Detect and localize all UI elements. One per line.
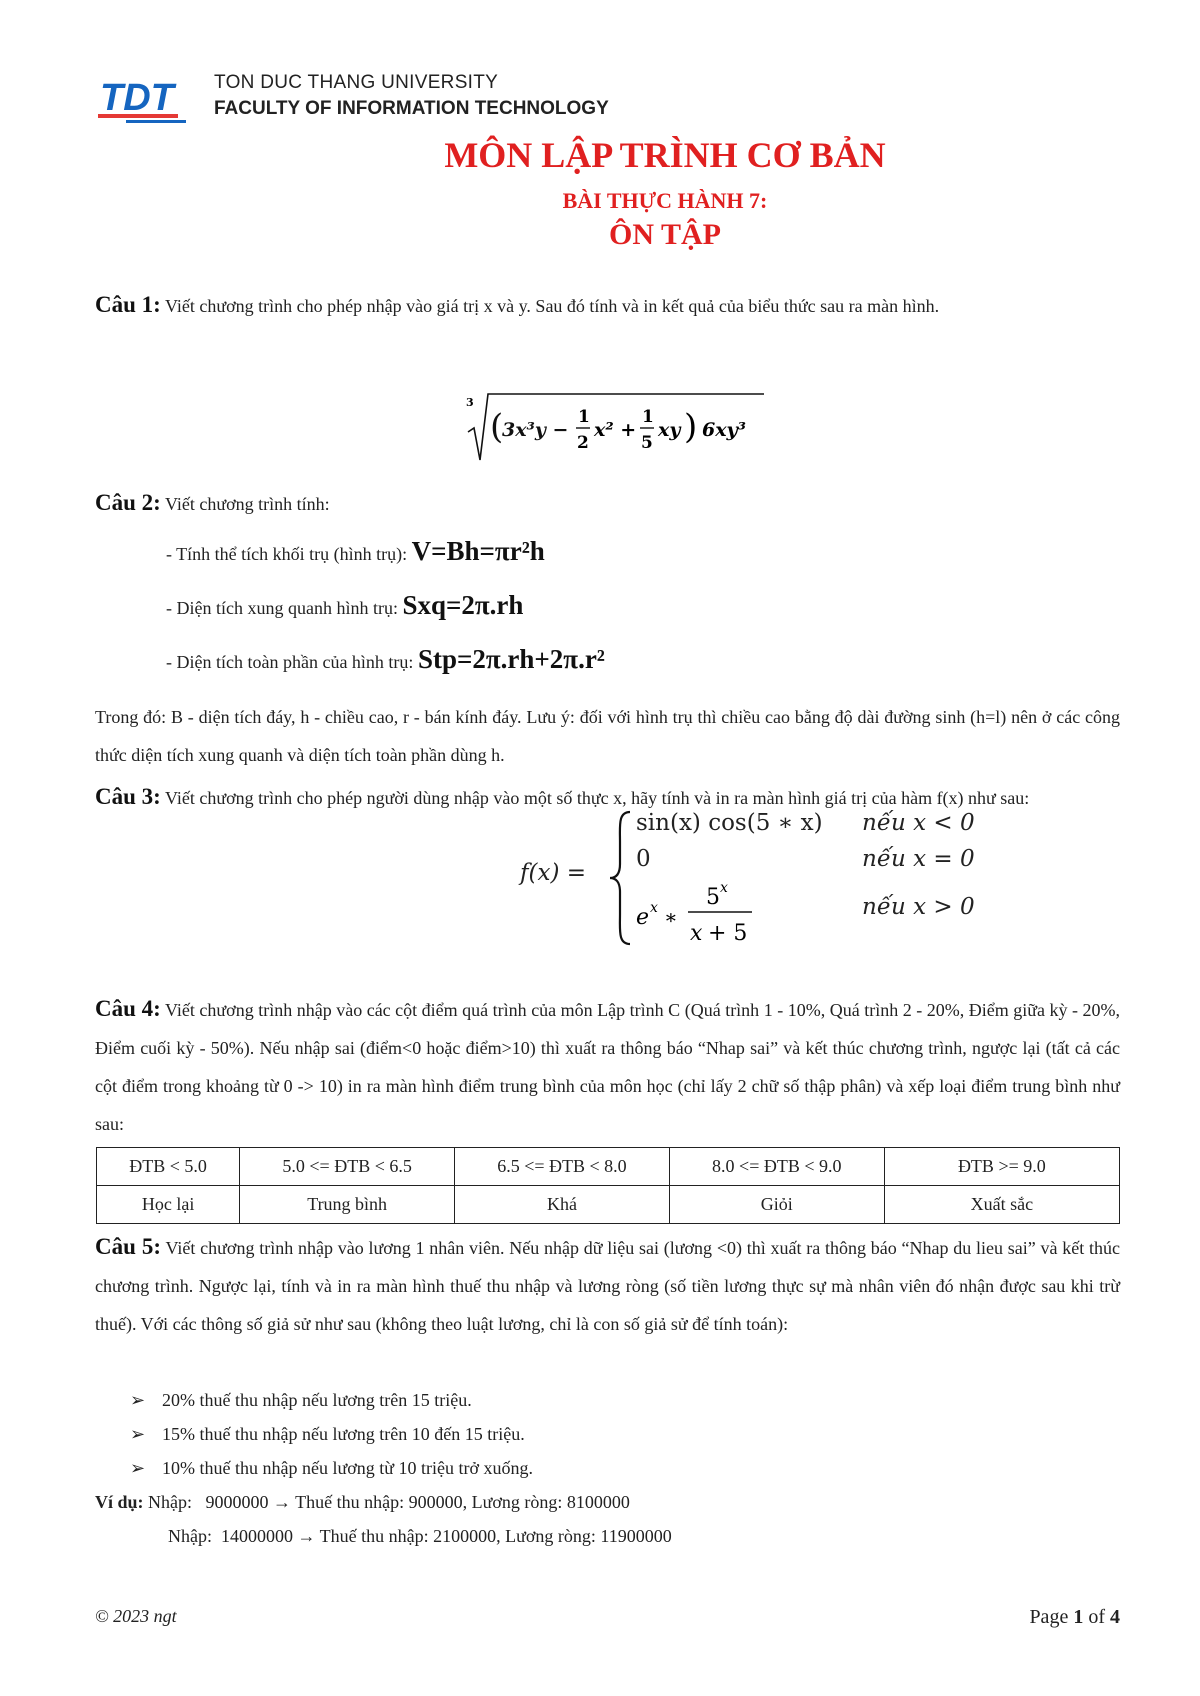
question-2-item-3-text: - Diện tích toàn phần của hình trụ: xyxy=(166,652,418,672)
svg-text:e: e xyxy=(636,905,650,930)
question-3-label: Câu 3: xyxy=(95,784,161,809)
svg-text:3: 3 xyxy=(466,396,474,409)
question-2-item-3-formula: Stp=2π.rh+2π.r² xyxy=(417,644,605,674)
grade-table xyxy=(96,1147,1120,1224)
grade-range-cell: 6.5 <= ĐTB < 8.0 xyxy=(455,1148,670,1186)
svg-text:xy: xy xyxy=(658,419,681,441)
arrow-bullet-icon: ➢ xyxy=(130,1390,146,1410)
q5-bullet-2 xyxy=(130,1424,525,1445)
svg-text:(: ( xyxy=(490,407,504,447)
question-5-label: Câu 5: xyxy=(95,1234,162,1259)
question-4-label: Câu 4: xyxy=(95,996,161,1021)
question-2-item-1 xyxy=(166,536,545,567)
svg-text:6xy³: 6xy³ xyxy=(702,419,746,441)
svg-text:x: x xyxy=(650,900,658,916)
question-1-formula xyxy=(466,388,766,468)
question-5-text: Viết chương trình nhập vào lương 1 nhân viên. Nếu nhập dữ liệu sai (lương <0) thì xuất ra thông báo “Nhap du lieu sai” và kết thúc chương trình. Ngược lại, tính và in ra màn hình thuế thu nhập và lương ròng (số tiền lương thực sự mà nhân viên đó nhận được sau khi trừ thuế). Với các thông số giả sử như sau (không theo luật lương, chỉ là con số giả sử để tính toán): xyxy=(95,1238,1120,1334)
grade-range-cell: ĐTB < 5.0 xyxy=(97,1148,240,1186)
question-5 xyxy=(95,1228,1120,1343)
piecewise-case-2-expr: 0 xyxy=(636,846,651,872)
grade-label-cell: Xuất sắc xyxy=(884,1186,1119,1224)
page-total: 4 xyxy=(1110,1606,1120,1628)
q5-example-1-text: Nhập: 9000000 → Thuế thu nhập: 900000, Lương ròng: 8100000 xyxy=(148,1492,630,1512)
q5-example-2: Nhập: 14000000 → Thuế thu nhập: 2100000, Lương ròng: 11900000 xyxy=(168,1526,672,1546)
svg-text:x: x xyxy=(720,880,728,896)
piecewise-lhs: f(x) = xyxy=(520,860,587,886)
q5-bullet-3-text: 10% thuế thu nhập nếu lương từ 10 triệu trở xuống. xyxy=(162,1458,533,1478)
page-current: 1 xyxy=(1073,1606,1084,1628)
svg-text:+ 5: + 5 xyxy=(708,921,748,946)
question-3-formula xyxy=(520,808,1000,948)
copyright: © 2023 ngt xyxy=(95,1606,177,1626)
svg-text:1: 1 xyxy=(642,407,654,427)
piecewise-case-3-cond: nếu x > 0 xyxy=(862,894,975,920)
faculty-name: FACULTY OF INFORMATION TECHNOLOGY xyxy=(214,98,609,119)
topic-title: ÔN TẬP xyxy=(609,218,721,251)
svg-text:2: 2 xyxy=(577,433,589,453)
grade-table-row-ranges xyxy=(97,1148,1120,1186)
question-2 xyxy=(95,484,1120,523)
question-1 xyxy=(95,286,1120,325)
question-2-item-3 xyxy=(166,644,605,675)
question-2-item-1-text: - Tính thể tích khối trụ (hình trụ): xyxy=(166,544,412,564)
grade-range-cell: ĐTB >= 9.0 xyxy=(884,1148,1119,1186)
of-word: of xyxy=(1088,1606,1105,1628)
svg-text:x² +: x² + xyxy=(594,419,637,441)
svg-text:x: x xyxy=(690,921,703,946)
piecewise-brace xyxy=(606,808,636,948)
piecewise-case-3-expr xyxy=(636,880,836,946)
university-name: TON DUC THANG UNIVERSITY xyxy=(214,72,499,93)
question-1-label: Câu 1: xyxy=(95,292,161,317)
q5-example-1 xyxy=(95,1492,630,1513)
university-logo xyxy=(96,70,196,130)
question-2-item-2 xyxy=(166,590,523,621)
grade-label-cell: Học lại xyxy=(97,1186,240,1224)
question-1-text: Viết chương trình cho phép nhập vào giá trị x và y. Sau đó tính và in kết quả của biểu thức sau ra màn hình. xyxy=(165,296,940,316)
question-2-item-1-formula: V=Bh=πr²h xyxy=(411,536,545,566)
arrow-bullet-icon: ➢ xyxy=(130,1458,146,1478)
course-title: MÔN LẬP TRÌNH CƠ BẢN xyxy=(444,135,886,175)
q5-bullet-2-text: 15% thuế thu nhập nếu lương trên 10 đến 15 triệu. xyxy=(162,1424,525,1444)
grade-label-cell: Trung bình xyxy=(240,1186,455,1224)
grade-label-cell: Giỏi xyxy=(669,1186,884,1224)
question-4 xyxy=(95,990,1120,1143)
question-2-label: Câu 2: xyxy=(95,490,161,515)
question-2-intro: Viết chương trình tính: xyxy=(165,494,330,514)
piecewise-case-2-cond: nếu x = 0 xyxy=(862,846,975,872)
question-4-text: Viết chương trình nhập vào các cột điểm quá trình của môn Lập trình C (Quá trình 1 - 10%, Quá trình 2 - 20%, Điểm giữa kỳ - 20%, Điểm cuối kỳ - 50%). Nếu nhập sai (điểm<0 hoặc điểm>10) thì xuất ra thông báo “Nhap sai” và kết thúc chương trình, ngược lại (tất cả các cột điểm trong khoảng từ 0 -> 10) in ra màn hình điểm trung bình của môn học (chỉ lấy 2 chữ số thập phân) và xếp loại điểm trung bình như sau: xyxy=(95,1000,1120,1134)
question-2-item-2-text: - Diện tích xung quanh hình trụ: xyxy=(166,598,403,618)
grade-label-cell: Khá xyxy=(455,1186,670,1224)
question-3-text: Viết chương trình cho phép người dùng nhập vào một số thực x, hãy tính và in ra màn hình giá trị của hàm f(x) như sau: xyxy=(165,788,1030,808)
q5-bullet-1-text: 20% thuế thu nhập nếu lương trên 15 triệu. xyxy=(162,1390,472,1410)
question-2-item-2-formula: Sxq=2π.rh xyxy=(402,590,524,620)
svg-text:∗: ∗ xyxy=(664,905,678,929)
svg-text:5: 5 xyxy=(641,433,653,453)
q5-bullet-3 xyxy=(130,1458,533,1479)
q5-example-label: Ví dụ: xyxy=(95,1492,144,1512)
q5-bullet-1 xyxy=(130,1390,472,1411)
arrow-bullet-icon: ➢ xyxy=(130,1424,146,1444)
page-number xyxy=(1029,1606,1120,1629)
grade-range-cell: 8.0 <= ĐTB < 9.0 xyxy=(669,1148,884,1186)
svg-text:5: 5 xyxy=(706,885,720,910)
lab-title: BÀI THỰC HÀNH 7: xyxy=(562,188,768,213)
piecewise-case-1-expr: sin(x) cos(5 ∗ x) xyxy=(636,810,823,836)
grade-table-row-grades xyxy=(97,1186,1120,1224)
svg-text:3x³y −: 3x³y − xyxy=(502,419,569,441)
page-word: Page xyxy=(1029,1606,1069,1628)
logo-text: TDT xyxy=(100,77,174,119)
svg-text:1: 1 xyxy=(578,407,590,427)
svg-text:): ) xyxy=(684,407,698,447)
piecewise-case-1-cond: nếu x < 0 xyxy=(862,810,975,836)
question-2-note: Trong đó: B - diện tích đáy, h - chiều cao, r - bán kính đáy. Lưu ý: đối với hình trụ thì chiều cao bằng độ dài đường sinh (h=l) nên ở các công thức diện tích xung quanh và diện tích toàn phần dùng h. xyxy=(95,707,1120,765)
grade-range-cell: 5.0 <= ĐTB < 6.5 xyxy=(240,1148,455,1186)
